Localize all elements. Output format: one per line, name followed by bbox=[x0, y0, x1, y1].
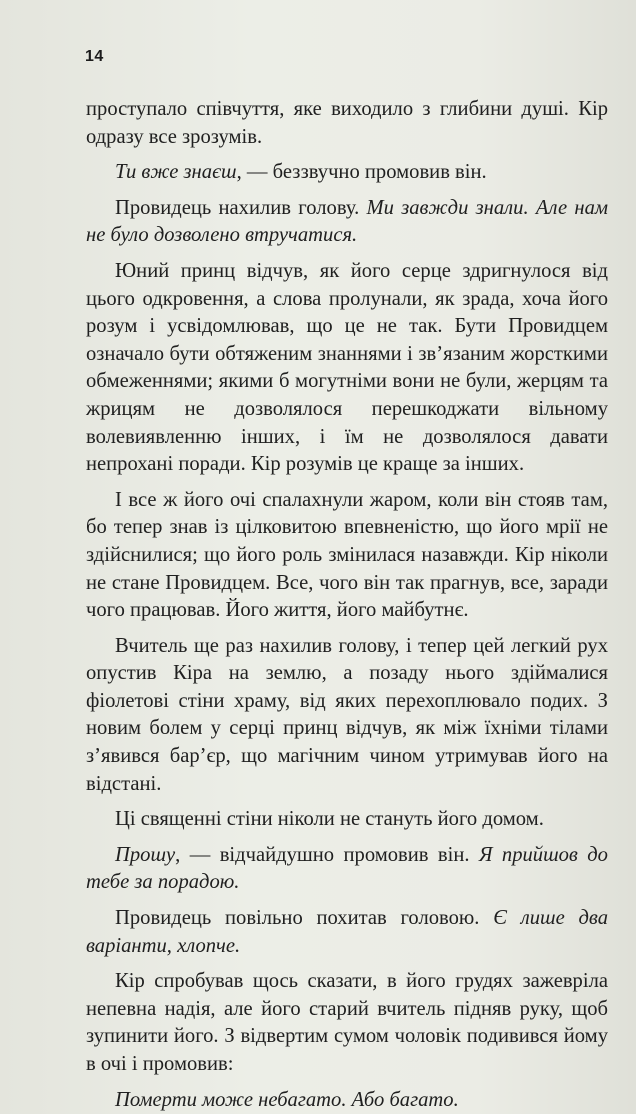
paragraph-4-text: Юний принц відчув, як його серце здригнулося від цього одкровення, а слова пролунали, як зрада, хоча його розум і усвідомлював, що це не так. Бути Провидцем означало бути обтяженим знаннями і зв’язаним жорсткими обмеженнями; якими б могутніми вони не були, жерцям та жрицям не дозволялося перешкоджати вільному волевиявленню інших, і їм не дозволялося давати непрохані поради. Кір розумів це краще за інших. bbox=[86, 259, 608, 476]
paragraph-6-text: Вчитель ще раз нахилив голову, і тепер цей легкий рух опустив Кіра на землю, а позаду нього здіймалися фіолетові стіни храму, від яких перехоплювало подих. З новим болем у серці принц відчув, як між їхніми тілами з’явився бар’єр, що магічним чином утримував його на відстані. bbox=[86, 634, 608, 795]
paragraph-5 bbox=[86, 487, 608, 625]
paragraph-11-italic: Померти може небагато. Або багато. bbox=[115, 1088, 459, 1111]
paragraph-2-italic: Ти вже знаєш bbox=[115, 161, 237, 184]
paragraph-9-text: Провидець повільно похитав головою. bbox=[115, 907, 494, 930]
body-text bbox=[86, 96, 608, 1114]
paragraph-9 bbox=[86, 905, 608, 960]
paragraph-3 bbox=[86, 195, 608, 250]
paragraph-4 bbox=[86, 258, 608, 479]
paragraph-10 bbox=[86, 968, 608, 1078]
paragraph-6 bbox=[86, 633, 608, 799]
paragraph-3-text: Провидець нахилив голову. bbox=[115, 196, 367, 219]
paragraph-7 bbox=[86, 806, 608, 834]
paragraph-7-text: Ці священні стіни ніколи не стануть його домом. bbox=[115, 808, 544, 831]
paragraph-2 bbox=[86, 159, 608, 187]
paragraph-3-italic: Ми завжди знали. Але нам не було дозволено втручатися. bbox=[86, 196, 609, 247]
paragraph-11 bbox=[86, 1087, 608, 1114]
paragraph-8 bbox=[86, 842, 608, 897]
paragraph-8-text: , — відчайдушно промовив він. bbox=[175, 843, 479, 866]
paragraph-5-text: І все ж його очі спалахнули жаром, коли він стояв там, бо тепер знав із цілковитою впевненістю, що його мрії не здійснилися; що його роль змінилася назавжди. Кір ніколи не стане Провидцем. Все, чого він так прагнув, все, заради чого працював. Його життя, його майбутнє. bbox=[86, 488, 608, 622]
paragraph-1-text: проступало співчуття, яке виходило з глибини душі. Кір одразу все зрозумів. bbox=[86, 98, 608, 148]
paragraph-8-italic-1: Прошу bbox=[115, 843, 176, 866]
paragraph-10-text: Кір спробував щось сказати, в його грудях зажеврілa непевна надія, але його старий вчитель підняв руку, щоб зупинити його. З відвертим сумом чоловік подивився йому в очі і промовив: bbox=[86, 970, 608, 1075]
paragraph-2-text: , — беззвучно промовив він. bbox=[236, 161, 487, 184]
paragraph-9-italic: Є лише два варіанти, хлопче. bbox=[86, 907, 608, 957]
paragraph-8-italic-2: Я прийшов до тебе за порадою. bbox=[86, 843, 608, 894]
paragraph-1 bbox=[86, 96, 608, 151]
page-number: 14 bbox=[85, 48, 104, 65]
